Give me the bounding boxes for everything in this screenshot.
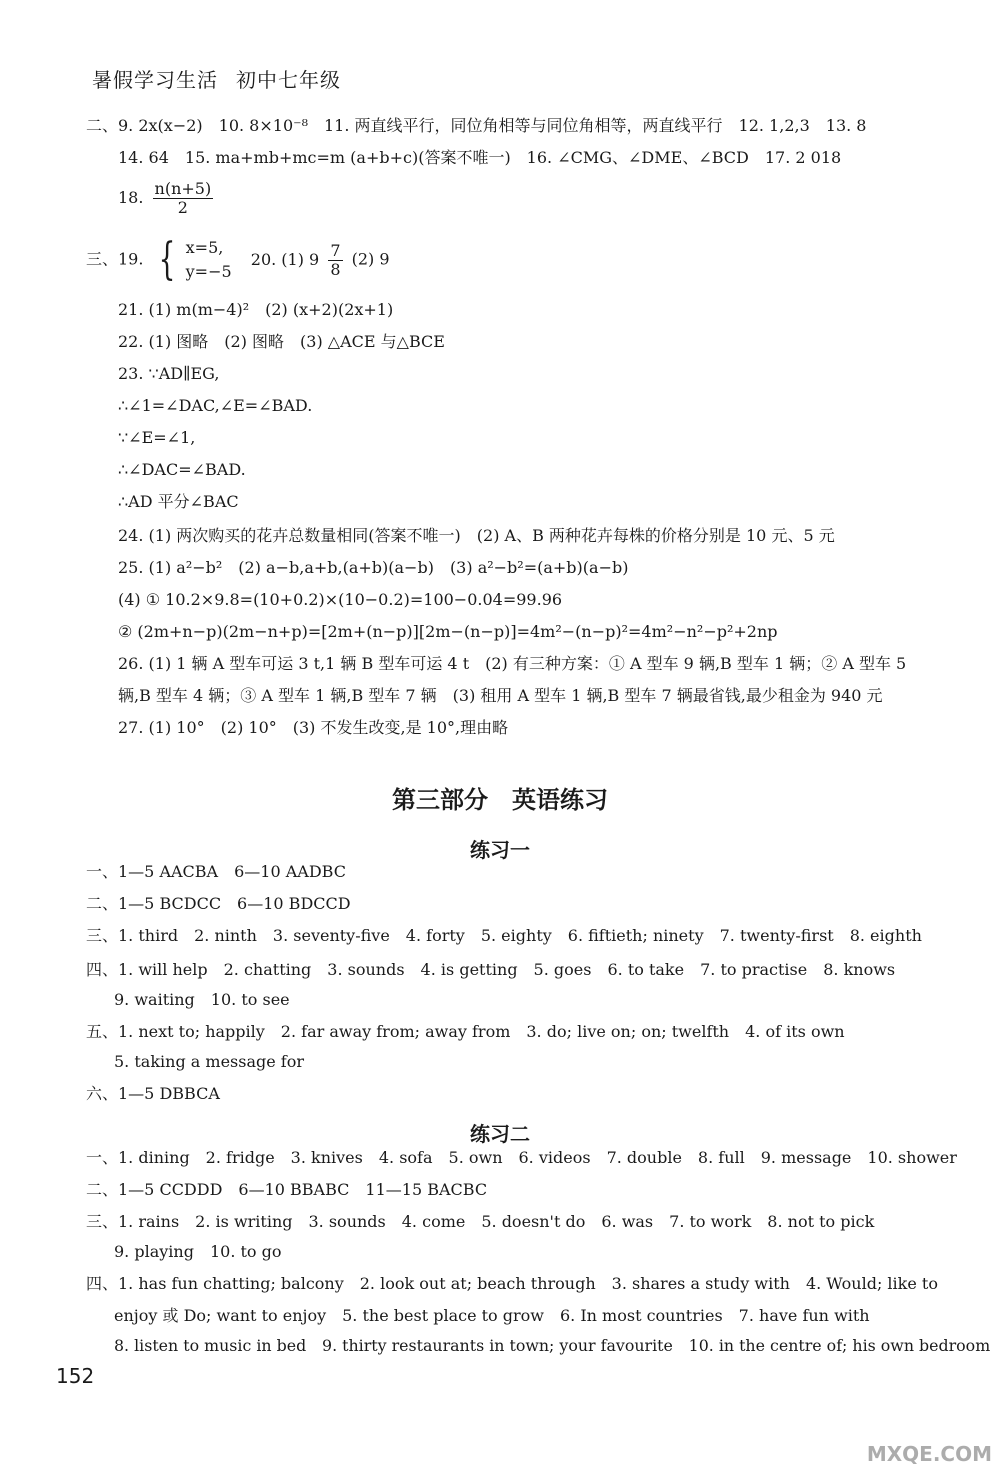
fraction-numerator: 7 [330, 240, 341, 260]
math-line-4 [86, 236, 390, 284]
math-line-12: 24. (1) 两次购买的花卉总数量相同(答案不唯一) (2) A、B 两种花卉每株的价格分别是 10 元、5 元 [118, 526, 835, 545]
math-line-15: ② (2m+n−p)(2m−n+p)=[2m+(n−p)][2m−(n−p)]=4m²−(n−p)²=4m²−n²−p²+2np [118, 622, 778, 641]
ex2-line-5: 四、1. has fun chatting; balcony 2. look out at; beach through 3. shares a study with 4. Would; like to [86, 1274, 938, 1293]
watermark-logo: MXQE.COM [866, 1442, 992, 1466]
system-row-1: x=5, [185, 238, 224, 257]
grade-label: 初中七年级 [236, 68, 341, 92]
fraction [153, 180, 214, 217]
ex1-line-5: 9. waiting 10. to see [114, 990, 290, 1009]
page-number: 152 [56, 1364, 95, 1388]
book-title: 暑假学习生活 [92, 68, 218, 92]
ex2-line-6: enjoy 或 Do; want to enjoy 5. the best place to grow 6. In most countries 7. have fun with [114, 1306, 870, 1325]
ex1-line-8: 六、1—5 DBBCA [86, 1084, 220, 1103]
fraction-numerator: n(n+5) [154, 179, 212, 198]
ex1-line-2: 二、1—5 BCDCC 6—10 BDCCD [86, 894, 351, 913]
math-line-2: 14. 64 15. ma+mb+mc=m (a+b+c)(答案不唯一) 16. ∠CMG、∠DME、∠BCD 17. 2 018 [118, 148, 842, 167]
math-line-3 [118, 180, 217, 217]
math-line-8: ∴∠1=∠DAC,∠E=∠BAD. [118, 396, 313, 415]
answer-label: 18. [118, 188, 144, 207]
math-line-7: 23. ∵AD∥EG, [118, 364, 220, 383]
ex2-line-2: 二、1—5 CCDDD 6—10 BBABC 11—15 BACBC [86, 1180, 488, 1199]
ex2-line-7: 8. listen to music in bed 9. thirty restaurants in town; your favourite 10. in the centre of; his own bedroom [114, 1336, 991, 1355]
math-line-1: 二、9. 2x(x−2) 10. 8×10⁻⁸ 11. 两直线平行，同位角相等与同位角相等，两直线平行 12. 1,2,3 13. 8 [86, 116, 867, 135]
running-header [92, 64, 341, 93]
equation-system [153, 236, 232, 284]
answer-text: (2) 9 [351, 249, 390, 269]
ex2-line-3: 三、1. rains 2. is writing 3. sounds 4. come 5. doesn't do 6. was 7. to work 8. not to pick [86, 1212, 875, 1231]
exercise-1-title: 练习一 [470, 838, 530, 862]
answer-text: 20. (1) 9 [250, 249, 320, 269]
math-line-16: 26. (1) 1 辆 A 型车可运 3 t,1 辆 B 型车可运 4 t (2) 有三种方案：① A 型车 9 辆,B 型车 1 辆；② A 型车 5 [118, 654, 907, 673]
math-line-6: 22. (1) 图略 (2) 图略 (3) △ACE 与△BCE [118, 332, 445, 351]
ex2-line-1: 一、1. dining 2. fridge 3. knives 4. sofa 5. own 6. videos 7. double 8. full 9. message 10. shower [86, 1148, 957, 1167]
math-line-17: 辆,B 型车 4 辆；③ A 型车 1 辆,B 型车 7 辆 (3) 租用 A 型车 1 辆,B 型车 7 辆最省钱,最少租金为 940 元 [118, 686, 883, 705]
ex1-line-6: 五、1. next to; happily 2. far away from; away from 3. do; live on; on; twelfth 4. of its own [86, 1022, 845, 1041]
math-line-10: ∴∠DAC=∠BAD. [118, 460, 246, 479]
ex2-line-4: 9. playing 10. to go [114, 1242, 282, 1261]
math-line-14: (4) ① 10.2×9.8=(10+0.2)×(10−0.2)=100−0.04=99.96 [118, 590, 563, 609]
brace-icon: { [158, 234, 175, 285]
fraction-denominator: 2 [177, 198, 188, 217]
math-line-9: ∵∠E=∠1, [118, 428, 196, 447]
ex1-line-7: 5. taking a message for [114, 1052, 304, 1071]
fraction [328, 242, 342, 279]
answer-label: 三、19. [86, 249, 144, 269]
math-line-18: 27. (1) 10° (2) 10° (3) 不发生改变,是 10°,理由略 [118, 718, 509, 737]
math-line-13: 25. (1) a²−b² (2) a−b,a+b,(a+b)(a−b) (3) a²−b²=(a+b)(a−b) [118, 558, 629, 577]
fraction-denominator: 8 [330, 259, 341, 279]
section-title: 第三部分 英语练习 [392, 786, 608, 814]
math-line-11: ∴AD 平分∠BAC [118, 492, 239, 511]
ex1-line-3: 三、1. third 2. ninth 3. seventy-five 4. forty 5. eighty 6. fiftieth; ninety 7. twenty-first 8. eighth [86, 926, 922, 945]
math-line-5: 21. (1) m(m−4)² (2) (x+2)(2x+1) [118, 300, 394, 319]
exercise-2-title: 练习二 [470, 1122, 530, 1146]
ex1-line-4: 四、1. will help 2. chatting 3. sounds 4. is getting 5. goes 6. to take 7. to practise 8. knows [86, 960, 896, 979]
system-row-2: y=−5 [185, 262, 232, 281]
ex1-line-1: 一、1—5 AACBA 6—10 AADBC [86, 862, 346, 881]
